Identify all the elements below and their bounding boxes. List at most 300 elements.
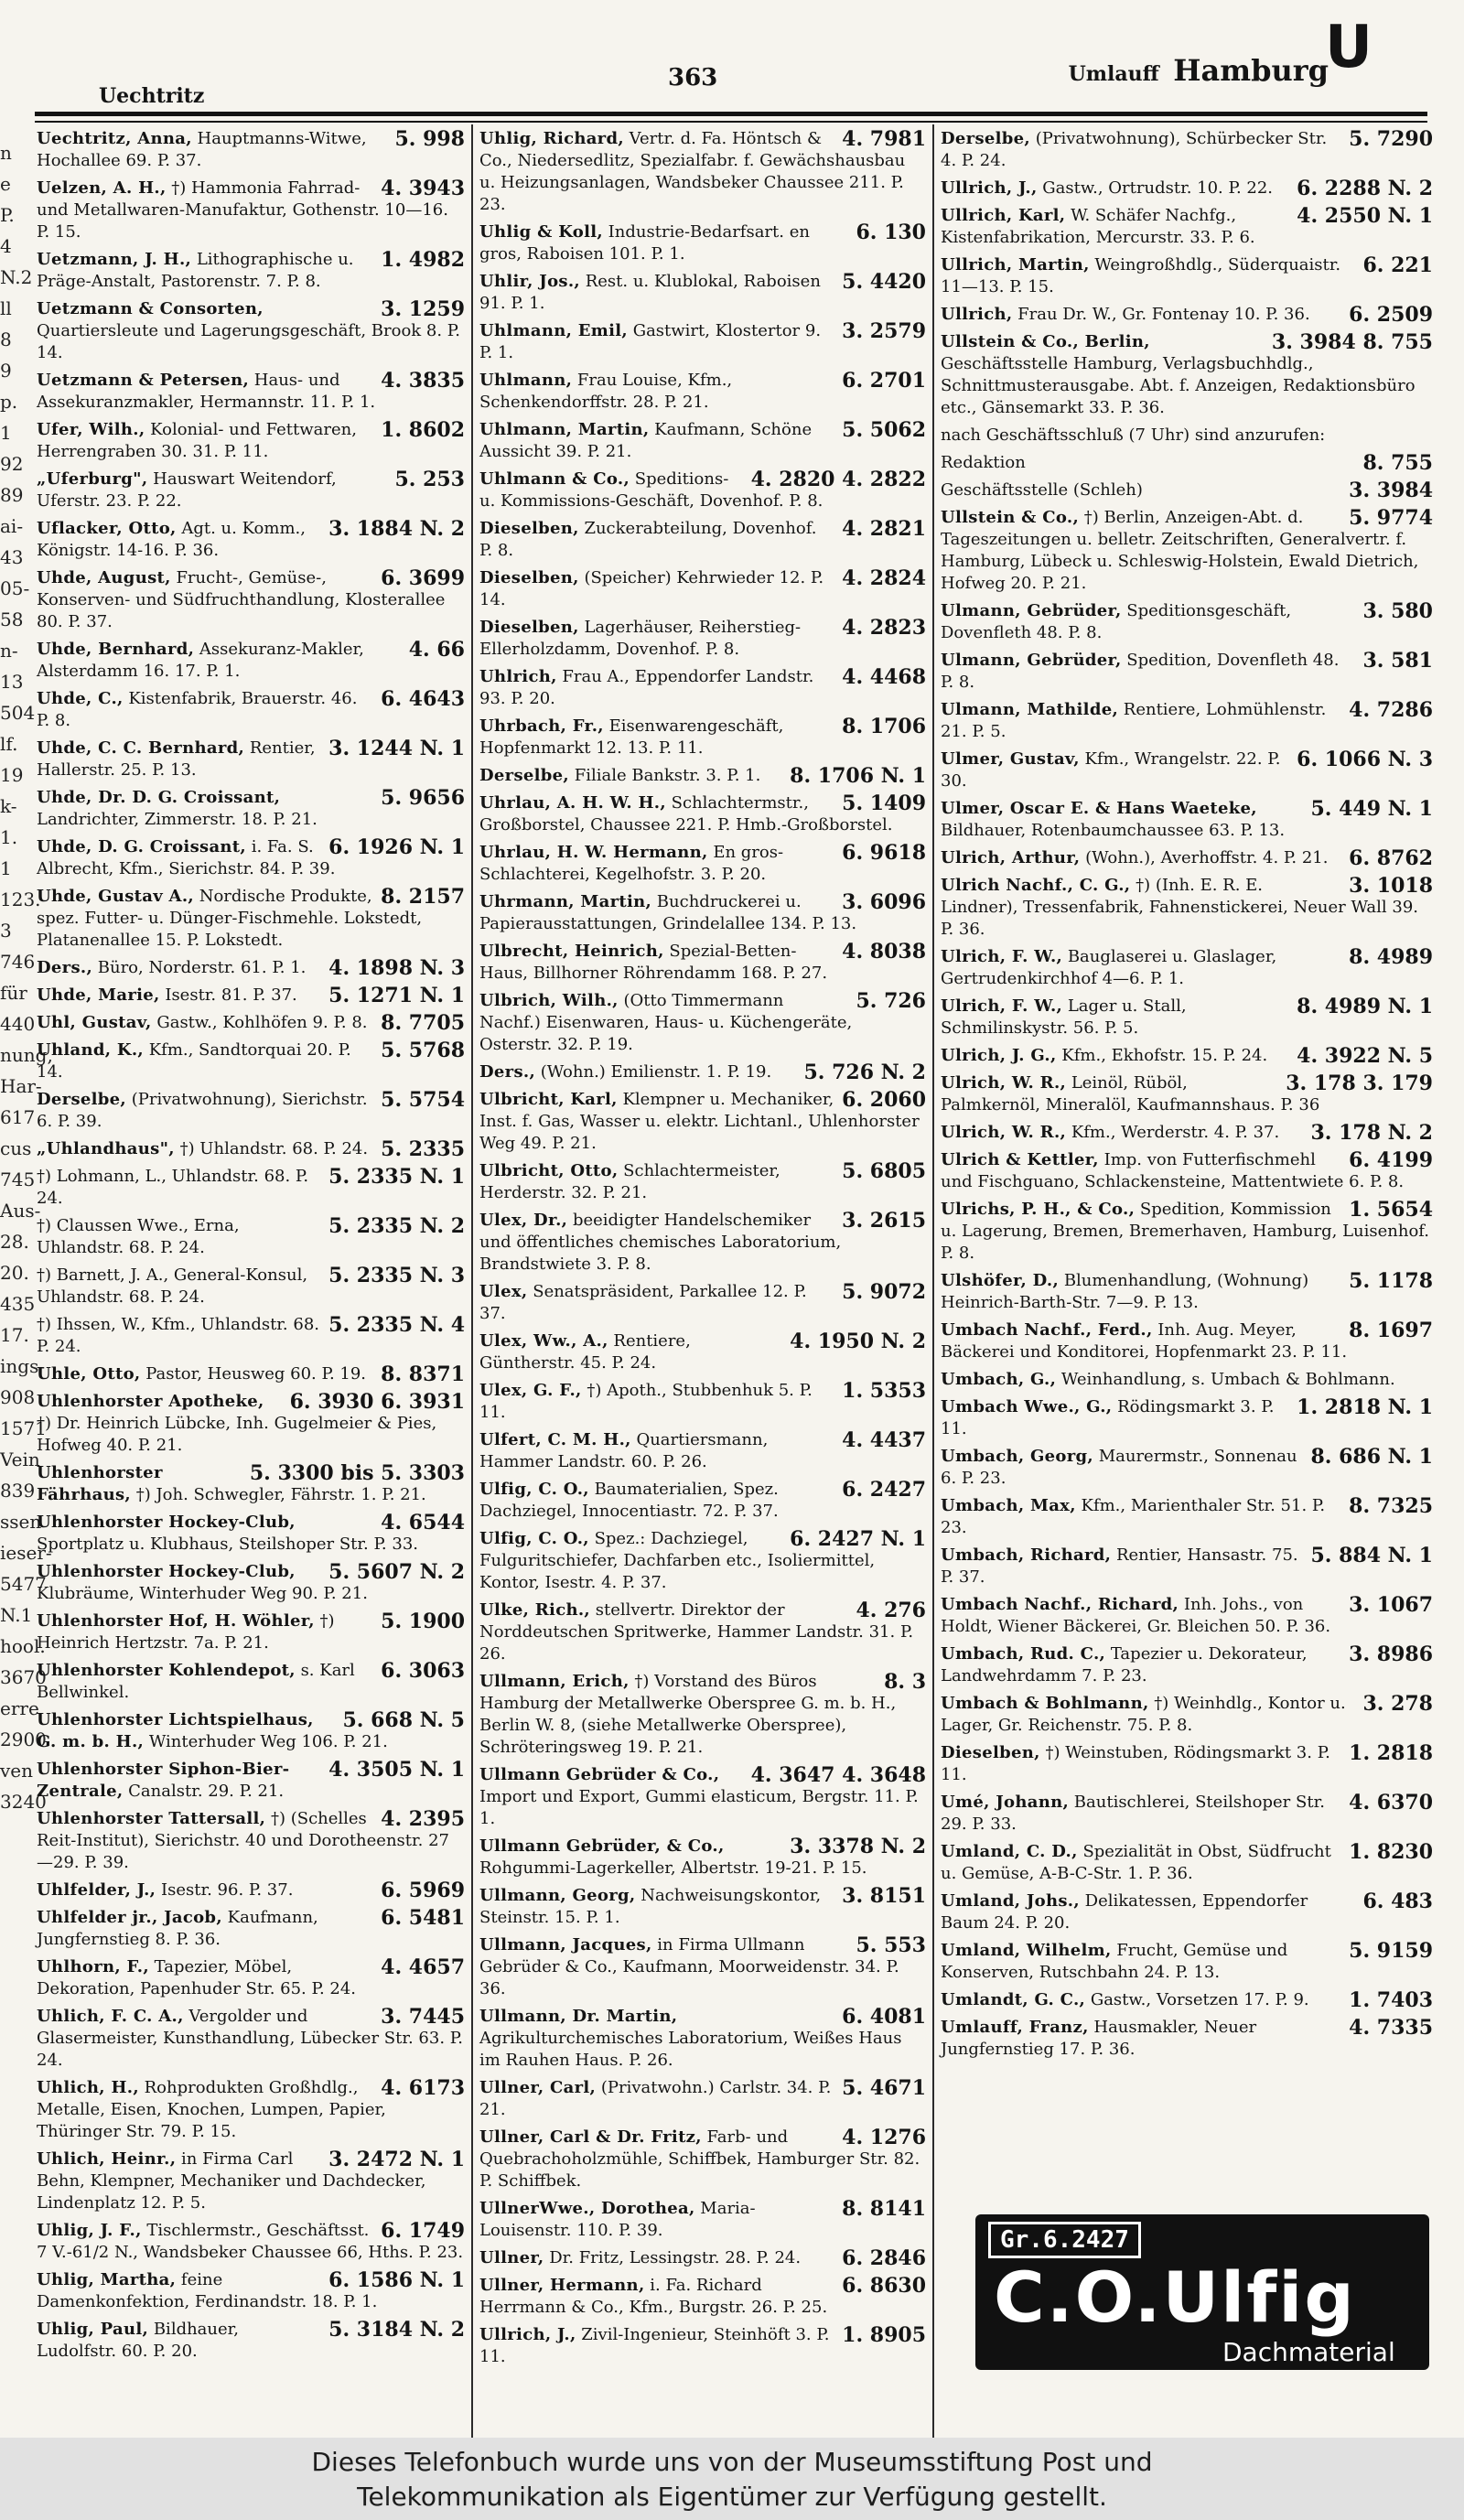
- phone-number: 6. 1586 N. 1: [328, 2268, 465, 2292]
- margin-fragment: 2900: [0, 1728, 47, 1750]
- directory-entry: [35, 298, 465, 364]
- directory-entry: [478, 1089, 926, 1155]
- directory-entry: [939, 1319, 1433, 1363]
- entry-name: Ullner, Hermann,: [479, 2276, 645, 2295]
- left-margin-fragments: [0, 137, 53, 2434]
- entry-details: stellvertr. Direktor der Norddeutschen Spritwerke, Hammer Landstr. 31. P. 26.: [479, 1600, 914, 1664]
- phone-number: 1. 8602: [381, 418, 465, 442]
- entry-details: Canalstr. 29. P. 21.: [128, 1782, 285, 1801]
- phone-number: 5. 5607 N. 2: [328, 1560, 465, 1584]
- entry-details: Leinöl, Rüböl, Palmkernöl, Mineralöl, Kaufmannshaus. P. 36: [941, 1073, 1320, 1115]
- entry-details: feine Damenkonfektion, Ferdinandstr. 18. P. 1.: [37, 2270, 378, 2311]
- margin-fragment: 20.: [0, 1262, 29, 1284]
- directory-entry: [35, 128, 465, 172]
- entry-details: En gros-Schlachterei, Kegelhofstr. 3. P. 20.: [479, 843, 784, 884]
- entry-name: Dieselben,: [479, 519, 579, 538]
- entry-name: Uhlich, Heinr.,: [37, 2149, 177, 2169]
- entry-name: Ulex, Dr.,: [479, 1211, 568, 1230]
- directory-entry: [35, 2269, 465, 2313]
- phone-number: 3. 2579: [842, 319, 926, 343]
- entry-details: Winterhuder Weg 106. P. 21.: [148, 1732, 388, 1751]
- directory-entry: [478, 1479, 926, 1523]
- directory-entry: [35, 419, 465, 463]
- directory-entry: [35, 1879, 465, 1901]
- entry-name: Uhde, D. G. Croissant,: [37, 837, 246, 856]
- entry-name: Uhlfelder, J.,: [37, 1880, 156, 1900]
- directory-entry: [478, 617, 926, 661]
- entry-name: Ulfig, C. O.,: [479, 1480, 589, 1499]
- entry-details: Spedition, Dovenfleth 48. P. 8.: [941, 651, 1340, 692]
- advertisement-ulfig: [975, 2214, 1429, 2370]
- margin-fragment: 440: [0, 1013, 36, 1035]
- phone-number: 5. 9656: [381, 786, 465, 810]
- entry-name: Ulbrecht, Heinrich,: [479, 942, 664, 961]
- entry-name: Ullstein & Co., Berlin,: [941, 332, 1150, 351]
- entry-name: Ullrich, J.,: [479, 2325, 576, 2344]
- phone-number: 3. 8151: [842, 1884, 926, 1908]
- entry-details: Inh. Johs., von Holdt, Wiener Bäckerei, Gr. Bleichen 50. P. 36.: [941, 1595, 1331, 1636]
- margin-fragment: 504: [0, 702, 36, 724]
- entry-details: †) Barnett, J. A., General-Konsul, Uhlandstr. 68. P. 24.: [37, 1265, 308, 1307]
- phone-number: 4. 66: [408, 638, 465, 662]
- phone-number: 8. 686 N. 1: [1310, 1445, 1433, 1469]
- directory-entry: [478, 1528, 926, 1594]
- entry-details: beeidigter Handelschemiker und öffentliches chemisches Laboratorium, Brandstwiete 3. P. 8.: [479, 1211, 842, 1274]
- phone-number: 4. 6173: [381, 2076, 465, 2100]
- directory-entry: [478, 1160, 926, 1204]
- directory-entry: [478, 419, 926, 463]
- entry-name: Ulrich, W. R.,: [941, 1073, 1067, 1093]
- margin-fragment: 92: [0, 453, 24, 475]
- phone-number: 1. 4982: [381, 248, 465, 272]
- entry-name: Ulke, Rich.,: [479, 1600, 590, 1620]
- entry-name: Uhlenhorster Lichtspielhaus, G. m. b. H.,: [37, 1710, 314, 1751]
- phone-number: 4. 7286: [1349, 698, 1433, 722]
- entry-details: Dr. Fritz, Lessingstr. 28. P. 24.: [549, 2248, 802, 2267]
- phone-number: 5. 726 N. 2: [803, 1061, 926, 1084]
- entry-name: Ulbrich, Wilh.,: [479, 991, 619, 1010]
- entry-details: W. Schäfer Nachfg., Kistenfabrikation, Mercurstr. 33. P. 6.: [941, 206, 1255, 247]
- directory-entry: [939, 507, 1433, 595]
- entry-details: (Privatwohnung), Schürbecker Str. 4. P. 24.: [941, 129, 1328, 170]
- phone-number: 6. 130: [856, 221, 926, 244]
- phone-number: 5. 9072: [842, 1280, 926, 1304]
- margin-fragment: P.: [0, 204, 15, 226]
- entry-name: Ulex, G. F.,: [479, 1381, 582, 1400]
- entry-name: Uflacker, Otto,: [37, 519, 177, 538]
- directory-entry: [35, 1561, 465, 1605]
- entry-details: Haus- und Assekuranzmakler, Hermannstr. 11. P. 1.: [37, 371, 376, 412]
- directory-entry: [478, 666, 926, 710]
- phone-number: 3. 1244 N. 1: [328, 737, 465, 760]
- phone-number: 4. 3505 N. 1: [328, 1758, 465, 1782]
- margin-fragment: N.2: [0, 266, 33, 288]
- directory-entry: [35, 1314, 465, 1358]
- entry-name: Uhlenhorster Kohlendepot,: [37, 1661, 296, 1680]
- phone-number: 4. 2395: [381, 1807, 465, 1831]
- directory-entry: [35, 886, 465, 952]
- entry-name: Uhrbach, Fr.,: [479, 716, 604, 736]
- directory-entry: [939, 1890, 1433, 1934]
- entry-name: Ullner, Carl,: [479, 2078, 597, 2097]
- directory-entry: [478, 221, 926, 265]
- directory-entry: [939, 1989, 1433, 2011]
- entry-details: nach Geschäftsschluß (7 Uhr) sind anzurufen:: [941, 425, 1326, 445]
- phone-number: 1. 2818: [1349, 1741, 1433, 1765]
- directory-entry: [35, 1512, 465, 1556]
- entry-name: Umbach, Georg,: [941, 1447, 1093, 1466]
- directory-entry: [939, 205, 1433, 249]
- entry-name: Uhlmann,: [479, 371, 573, 390]
- entry-name: Uhrlau, A. H. W. H.,: [479, 793, 666, 813]
- entry-name: Ullmann Gebrüder, & Co.,: [479, 1836, 725, 1856]
- phone-number: 5. 884 N. 1: [1310, 1544, 1433, 1567]
- phone-number: 5. 9159: [1349, 1939, 1433, 1963]
- entry-name: Uhlir, Jos.,: [479, 272, 580, 291]
- entry-details: Rentiere, Lohmühlenstr. 21. P. 5.: [941, 700, 1327, 741]
- phone-number: 8. 1706: [842, 715, 926, 738]
- directory-entry: [35, 468, 465, 512]
- directory-entry: [478, 1380, 926, 1424]
- entry-details: Schlachtermstr., Großborstel, Chaussee 221. P. Hmb.-Großborstel.: [479, 793, 893, 835]
- entry-details: Frau Dr. W., Gr. Fontenay 10. P. 36.: [1017, 305, 1310, 324]
- phone-number: 6. 3930 6. 3931: [289, 1390, 465, 1414]
- margin-fragment: hool.: [0, 1635, 46, 1657]
- directory-entry: [35, 2220, 465, 2264]
- entry-details: in Firma Ullmann Gebrüder & Co., Kaufmann, Moorweidenstr. 34. P. 36.: [479, 1935, 899, 1998]
- entry-details: (Privatwohn.) Carlstr. 34. P. 21.: [479, 2078, 832, 2119]
- entry-details: †) Weinstuben, Rödingsmarkt 3. P. 11.: [941, 1743, 1330, 1784]
- entry-details: Kaufmann, Schöne Aussicht 39. P. 21.: [479, 420, 813, 461]
- entry-details: Rohprodukten Großhdlg., Metalle, Eisen, Knochen, Lumpen, Papier, Thüringer Str. 79. P. 15.: [37, 2078, 386, 2141]
- entry-name: Dieselben,: [479, 618, 579, 637]
- directory-entry: [478, 1429, 926, 1473]
- entry-name: Ulmann, Mathilde,: [941, 700, 1119, 719]
- entry-details: Spedition, Kommission u. Lagerung, Bremen, Bremerhaven, Hamburg, Luisenhof. P. 8.: [941, 1200, 1430, 1263]
- directory-entry: [35, 370, 465, 414]
- directory-entry: [478, 2077, 926, 2121]
- entry-name: Ullmann, Georg,: [479, 1886, 636, 1905]
- entry-name: Umbach Wwe., G.,: [941, 1397, 1113, 1416]
- directory-entry: [478, 941, 926, 985]
- entry-name: Ullrich, Martin,: [941, 255, 1090, 275]
- directory-entry: [478, 2006, 926, 2072]
- phone-number: 3. 178 N. 2: [1310, 1121, 1433, 1145]
- entry-details: Lagerhäuser, Reiherstieg-Ellerholzdamm, Dovenhof. P. 8.: [479, 618, 802, 659]
- entry-name: Derselbe,: [37, 1090, 126, 1109]
- entry-details: †) (Schelles Reit-Institut), Sierichstr. 40 und Dorotheenstr. 27—29. P. 39.: [37, 1809, 449, 1872]
- phone-number: 4. 3922 N. 5: [1297, 1044, 1433, 1068]
- entry-name: Ullmann Gebrüder & Co.,: [479, 1765, 720, 1784]
- directory-entry: [35, 2077, 465, 2143]
- margin-fragment: 3670: [0, 1666, 47, 1688]
- directory-column-1: [35, 128, 465, 2420]
- phone-number: 4. 4657: [381, 1955, 465, 1979]
- entry-details: Rentier, Hansastr. 75. P. 37.: [941, 1545, 1298, 1587]
- entry-name: Uhlmann & Co.,: [479, 469, 630, 489]
- phone-number: 6. 4643: [381, 687, 465, 711]
- entry-name: Uhde, Marie,: [37, 985, 160, 1005]
- entry-name: Uhlenhorster Siphon-Bier-Zentrale,: [37, 1760, 290, 1801]
- margin-fragment: 58: [0, 608, 24, 630]
- entry-name: Ulrich & Kettler,: [941, 1150, 1099, 1169]
- phone-number: 1. 2818 N. 1: [1297, 1395, 1433, 1419]
- entry-details: Vertr. d. Fa. Höntsch & Co., Niedersedlitz, Spezialfabr. f. Gewächshausbau u. Heizungsanlagen, Wandsbeker Chaussee 211. P. 23.: [479, 129, 906, 214]
- entry-name: Ulrich Nachf., C. G.,: [941, 876, 1131, 895]
- header-rule-thick: [35, 112, 1427, 116]
- entry-name: Ullrich, Karl,: [941, 206, 1066, 225]
- directory-entry: [478, 1061, 926, 1083]
- entry-name: Ullmann, Dr. Martin,: [479, 2007, 678, 2026]
- phone-number: 4. 2820 4. 2822: [750, 468, 926, 491]
- margin-fragment: 19: [0, 764, 24, 786]
- phone-number: 5. 5768: [381, 1039, 465, 1062]
- entry-name: Uhlig & Koll,: [479, 222, 603, 242]
- phone-number: 5. 2335: [381, 1137, 465, 1161]
- entry-name: Uhde, C. C. Bernhard,: [37, 738, 245, 758]
- entry-details: †) Weinhdlg., Kontor u. Lager, Gr. Reichenstr. 75. P. 8.: [941, 1694, 1346, 1735]
- phone-number: 5. 668 N. 5: [342, 1708, 465, 1732]
- entry-details: †) (Inh. E. R. E. Lindner), Tressenfabrik, Fahnenstickerei, Neuer Wall 39. P. 36.: [941, 876, 1419, 939]
- directory-entry: [939, 304, 1433, 326]
- entry-name: Dieselben,: [941, 1743, 1040, 1762]
- entry-details: Tischlermstr., Geschäftsst. 7 V.-61/2 N., Wandsbeker Chaussee 66, Hths. P. 23.: [37, 2221, 464, 2262]
- entry-details: Zivil-Ingenieur, Steinhöft 3. P. 11.: [479, 2325, 830, 2366]
- directory-entry: [478, 891, 926, 935]
- directory-entry: [939, 847, 1433, 869]
- entry-details: †) Heinrich Hertzstr. 7a. P. 21.: [37, 1611, 335, 1653]
- entry-details: Landrichter, Zimmerstr. 18. P. 21.: [37, 810, 318, 829]
- margin-fragment: 43: [0, 546, 24, 568]
- directory-entry: [478, 1330, 926, 1374]
- directory-entry: [478, 2198, 926, 2242]
- entry-name: Umlandt, G. C.,: [941, 1990, 1086, 2009]
- directory-entry: [35, 249, 465, 293]
- directory-entry: [35, 1610, 465, 1654]
- phone-number: 8. 3: [884, 1670, 926, 1694]
- directory-entry: [478, 128, 926, 216]
- phone-number: 8. 8141: [842, 2197, 926, 2221]
- phone-number: 3. 7445: [381, 2005, 465, 2029]
- phone-number: 6. 1066 N. 3: [1297, 748, 1433, 771]
- directory-entry: [478, 567, 926, 611]
- entry-name: „Uhlandhaus",: [37, 1139, 175, 1158]
- directory-entry: [35, 957, 465, 979]
- entry-details: Gastwirt, Klostertor 9. P. 1.: [479, 321, 822, 362]
- directory-entry: [478, 1671, 926, 1759]
- entry-details: Quartiersmann, Hammer Landstr. 60. P. 26.: [479, 1430, 769, 1471]
- entry-name: Uhlenhorster Apotheke,: [37, 1392, 264, 1411]
- entry-name: Uhlenhorster Hockey-Club,: [37, 1513, 296, 1532]
- entry-name: Ullrich,: [941, 305, 1013, 324]
- directory-entry: [478, 2275, 926, 2319]
- margin-fragment: 5477: [0, 1573, 47, 1595]
- entry-details: Redaktion: [941, 453, 1026, 472]
- phone-number: 5. 1178: [1349, 1269, 1433, 1293]
- entry-details: Zuckerabteilung, Dovenhof. P. 8.: [479, 519, 817, 560]
- margin-fragment: 17.: [0, 1324, 29, 1346]
- phone-number: 5. 4671: [842, 2076, 926, 2100]
- entry-details: i. Fa. S. Albrecht, Kfm., Sierichstr. 84. P. 39.: [37, 837, 336, 878]
- ad-tagline: Dachmaterial: [1222, 2337, 1395, 2367]
- directory-entry: [478, 792, 926, 836]
- entry-details: Agrikulturchemisches Laboratorium, Weißes Haus im Rauhen Haus. P. 26.: [479, 2029, 902, 2070]
- phone-number: 6. 483: [1362, 1890, 1433, 1913]
- directory-entry: [35, 1391, 465, 1457]
- phone-number: 4. 2824: [842, 566, 926, 590]
- entry-name: Ullner,: [479, 2248, 544, 2267]
- phone-number: 3. 581: [1362, 649, 1433, 673]
- entry-details: Vergolder und Glasermeister, Kunsthandlung, Lübecker Str. 63. P. 24.: [37, 2007, 463, 2070]
- directory-entry: [478, 1885, 926, 1929]
- entry-details: †) Joh. Schwegler, Fährstr. 1. P. 21.: [135, 1485, 426, 1504]
- directory-entry: [478, 518, 926, 562]
- entry-name: Uhlich, H.,: [37, 2078, 139, 2097]
- entry-details: Speditionsgeschäft, Dovenfleth 48. P. 8.: [941, 601, 1292, 642]
- phone-number: 5. 3184 N. 2: [328, 2318, 465, 2342]
- phone-number: 8. 1697: [1349, 1319, 1433, 1342]
- phone-number: 3. 1067: [1349, 1593, 1433, 1617]
- phone-number: 4. 3943: [381, 177, 465, 200]
- entry-name: Ullmann, Jacques,: [479, 1935, 652, 1955]
- margin-fragment: nung,: [0, 1044, 53, 1066]
- entry-details: Kolonial- und Fettwaren, Herrengraben 30. 31. P. 11.: [37, 420, 357, 461]
- phone-number: 8. 1706 N. 1: [790, 764, 926, 788]
- entry-name: Umland, C. D.,: [941, 1842, 1078, 1861]
- margin-fragment: n-: [0, 640, 18, 662]
- entry-name: Ulrich, J. G.,: [941, 1046, 1057, 1065]
- margin-fragment: 123.: [0, 888, 41, 910]
- directory-entry: [35, 2319, 465, 2363]
- phone-number: 4. 6544: [381, 1511, 465, 1535]
- phone-number: 6. 2509: [1349, 303, 1433, 327]
- directory-entry: [939, 1149, 1433, 1193]
- directory-entry: [939, 1270, 1433, 1314]
- entry-name: Umbach, Richard,: [941, 1545, 1112, 1565]
- entry-name: Ulshöfer, D.,: [941, 1271, 1060, 1290]
- directory-entry: [35, 1166, 465, 1210]
- directory-entry: [939, 946, 1433, 990]
- entry-details: Senatspräsident, Parkallee 12. P. 37.: [479, 1282, 807, 1323]
- directory-entry: [35, 1363, 465, 1385]
- entry-details: in Firma Carl Behn, Klempner, Mechaniker und Dachdecker, Lindenplatz 12. P. 5.: [37, 2149, 426, 2213]
- entry-name: Uhlenhorster Fährhaus,: [37, 1463, 163, 1504]
- phone-number: 8. 7705: [381, 1011, 465, 1035]
- directory-entry: [939, 479, 1433, 501]
- entry-details: Bauglaserei u. Glaslager, Gertrudenkirchhof 4—6. P. 1.: [941, 947, 1277, 988]
- directory-entry: [939, 600, 1433, 644]
- phone-number: 5. 6805: [842, 1159, 926, 1183]
- directory-entry: [478, 2324, 926, 2368]
- margin-fragment: 839: [0, 1480, 36, 1502]
- directory-entry: [478, 2247, 926, 2269]
- entry-details: (Speicher) Kehrwieder 12. P. 14.: [479, 568, 824, 609]
- entry-details: Gastw., Kohlhöfen 9. P. 8.: [156, 1013, 368, 1032]
- entry-details: Baumaterialien, Spez. Dachziegel, Innocentiastr. 72. P. 37.: [479, 1480, 779, 1521]
- entry-name: Ulrichs, P. H., & Co.,: [941, 1200, 1136, 1219]
- phone-number: 6. 5481: [381, 1906, 465, 1930]
- phone-number: 5. 449 N. 1: [1310, 797, 1433, 821]
- phone-number: 6. 2846: [842, 2246, 926, 2270]
- entry-name: Uetzmann & Consorten,: [37, 299, 264, 318]
- directory-entry: [939, 331, 1433, 419]
- directory-entry: [478, 716, 926, 759]
- directory-entry: [35, 985, 465, 1007]
- entry-name: Umbach Nachf., Ferd.,: [941, 1320, 1153, 1340]
- entry-details: Kaufmann, Jungfernstieg 8. P. 36.: [37, 1908, 318, 1949]
- phone-number: 8. 2157: [381, 885, 465, 909]
- entry-details: †) Uhlandstr. 68. P. 24.: [179, 1139, 369, 1158]
- entry-name: Uhlhorn, F.,: [37, 1957, 149, 1976]
- entry-name: Ullstein & Co.,: [941, 508, 1080, 527]
- footer-line-2: Telekommunikation als Eigentümer zur Verfügung gestellt.: [357, 2482, 1107, 2512]
- directory-entry: [939, 650, 1433, 694]
- margin-fragment: für: [0, 982, 27, 1004]
- entry-details: (Otto Timmermann Nachf.) Eisenwaren, Haus- u. Küchengeräte, Osterstr. 32. P. 19.: [479, 991, 853, 1054]
- entry-details: Farb- und Quebrachoholzmühle, Schiffbek, Hamburger Str. 82. P. Schiffbek.: [479, 2127, 920, 2191]
- margin-fragment: 3: [0, 920, 12, 942]
- margin-fragment: lf.: [0, 733, 18, 755]
- entry-details: Pastor, Heusweg 60. P. 19.: [145, 1364, 367, 1384]
- directory-entry: [478, 2127, 926, 2192]
- margin-fragment: 745: [0, 1168, 36, 1190]
- entry-details: Geschäftsstelle Hamburg, Verlagsbuchhdlg., Schnittmusterausgabe. Abt. f. Anzeigen, Redaktionsbüro etc., Gänsemarkt 33. P. 36.: [941, 354, 1416, 417]
- entry-name: Uhlenhorster Hof, H. Wöhler,: [37, 1611, 315, 1631]
- entry-name: Ulbricht, Karl,: [479, 1090, 618, 1109]
- directory-entry: [35, 738, 465, 781]
- directory-entry: [939, 1742, 1433, 1786]
- directory-entry: [939, 996, 1433, 1039]
- margin-fragment: 13: [0, 671, 24, 693]
- entry-details: Bildhauer, Ludolfstr. 60. P. 20.: [37, 2320, 240, 2361]
- entry-name: Uhlmann, Martin,: [479, 420, 650, 439]
- directory-entry: [35, 2006, 465, 2072]
- entry-name: Umbach, Max,: [941, 1496, 1076, 1515]
- column-divider: [471, 124, 473, 2438]
- directory-entry: [939, 1545, 1433, 1588]
- margin-fragment: 8: [0, 328, 12, 350]
- phone-number: 5. 2335 N. 4: [328, 1313, 465, 1337]
- column-divider: [932, 124, 934, 2438]
- running-head-left: Uechtritz: [99, 84, 205, 108]
- margin-fragment: 908: [0, 1386, 36, 1408]
- entry-details: Tapezier, Möbel, Dekoration, Papenhuder Str. 65. P. 24.: [37, 1957, 357, 1998]
- directory-entry: [939, 1446, 1433, 1490]
- entry-details: †) Dr. Heinrich Lübcke, Inh. Gugelmeier & Pies, Hofweg 40. P. 21.: [37, 1414, 437, 1455]
- directory-entry: [939, 1594, 1433, 1638]
- margin-fragment: 28.: [0, 1231, 29, 1253]
- directory-entry: [939, 452, 1433, 474]
- ad-brand-name: C.O.Ulfig: [994, 2256, 1356, 2338]
- phone-number: 8. 4989: [1349, 945, 1433, 969]
- phone-number: 5. 553: [856, 1933, 926, 1957]
- phone-number: 6. 3063: [381, 1659, 465, 1683]
- entry-name: Uetzmann, J. H.,: [37, 250, 192, 269]
- phone-number: 5. 1900: [381, 1610, 465, 1633]
- entry-name: Umbach, Rud. C.,: [941, 1644, 1106, 1664]
- directory-entry: [35, 178, 465, 243]
- phone-number: 8. 7325: [1349, 1494, 1433, 1518]
- phone-number: 3. 2472 N. 1: [328, 2148, 465, 2171]
- entry-details: Frau Louise, Kfm., Schenkendorffstr. 28. P. 21.: [479, 371, 733, 412]
- entry-details: Lager u. Stall, Schmilinskystr. 56. P. 5.: [941, 996, 1187, 1038]
- entry-name: Dieselben,: [479, 568, 579, 587]
- page-number: 363: [668, 64, 718, 92]
- phone-number: 5. 253: [394, 468, 465, 491]
- entry-details: Hauptmanns-Witwe, Hochallee 69. P. 37.: [37, 129, 367, 170]
- phone-number: 3. 2615: [842, 1209, 926, 1233]
- directory-entry: [478, 1281, 926, 1325]
